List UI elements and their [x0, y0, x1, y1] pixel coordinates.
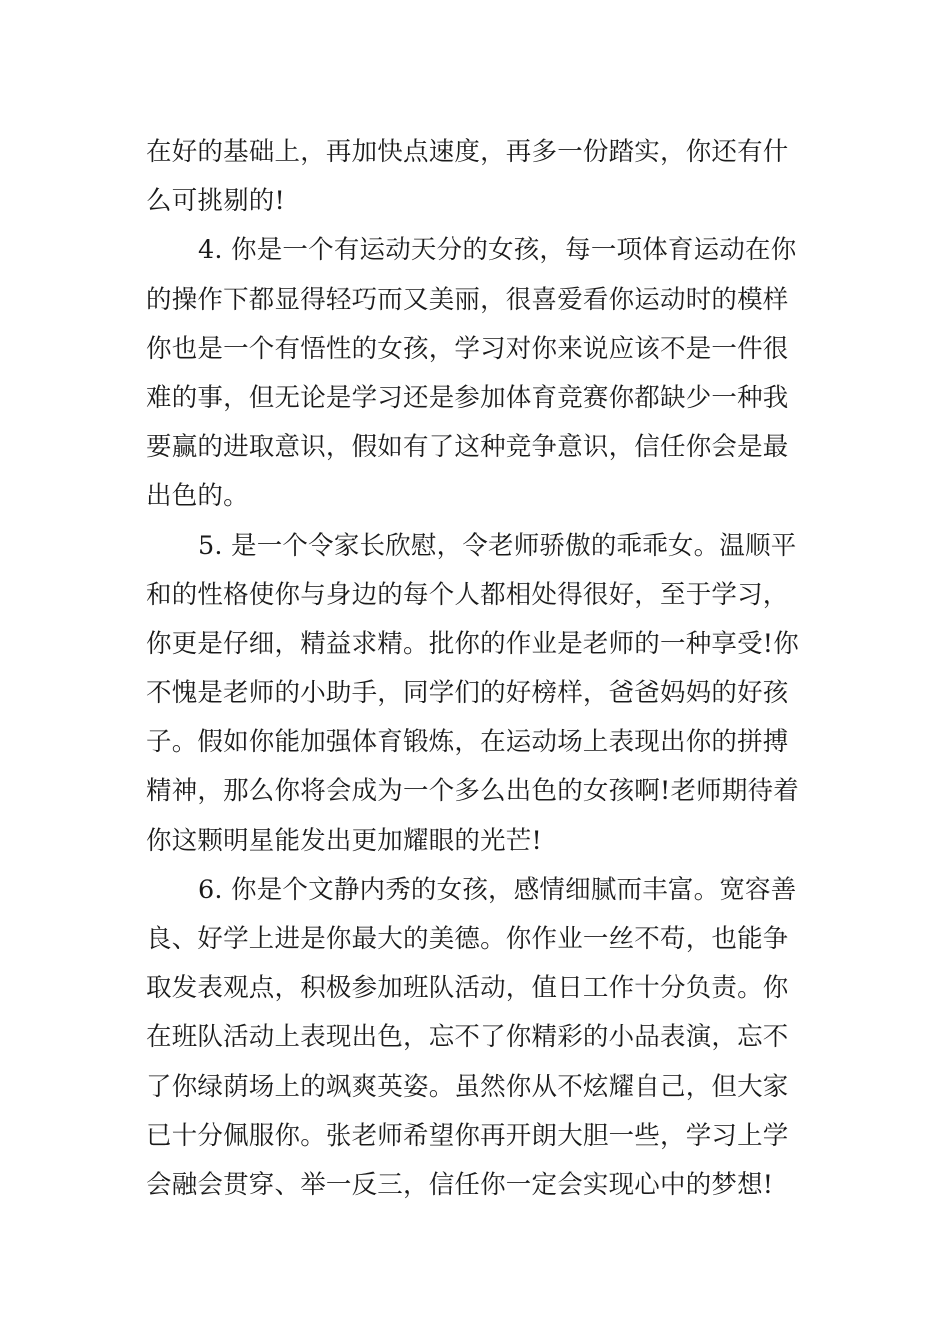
text-line: 你更是仔细，精益求精。批你的作业是老师的一种享受!你 — [146, 628, 799, 659]
text-line: 精神，那么你将会成为一个多么出色的女孩啊!老师期待着 — [146, 776, 799, 807]
text-line: 取发表观点，积极参加班队活动，值日工作十分负责。你 — [146, 973, 789, 1004]
text-line: 在好的基础上，再加快点速度，再多一份踏实，你还有什 — [146, 137, 789, 167]
paragraph-6-first-line: 6. 你是个文静内秀的女孩，感情细腻而丰富。宽容善 — [198, 874, 797, 905]
paragraph-4-first-line: 4. 你是一个有运动天分的女孩，每一项体育运动在你 — [198, 235, 797, 266]
text-line: 你也是一个有悟性的女孩，学习对你来说应该不是一件很 — [146, 333, 789, 364]
text-line: 良、好学上进是你最大的美德。你作业一丝不苟，也能争 — [146, 924, 789, 954]
text-line: 要赢的进取意识，假如有了这种竞争意识，信任你会是最 — [146, 432, 789, 463]
document-body — [146, 128, 811, 1210]
text-line: 子。假如你能加强体育锻炼，在运动场上表现出你的拼搏 — [146, 727, 789, 758]
text-line: 出色的。 — [146, 481, 249, 512]
text-line: 难的事，但无论是学习还是参加体育竞赛你都缺少一种我 — [146, 382, 789, 413]
text-line: 么可挑剔的! — [146, 186, 285, 217]
text-line: 在班队活动上表现出色，忘不了你精彩的小品表演，忘不 — [146, 1022, 789, 1053]
text-line: 已十分佩服你。张老师希望你再开朗大胆一些，学习上学 — [146, 1120, 789, 1151]
paragraph-5-first-line: 5. 是一个令家长欣慰，令老师骄傲的乖乖女。温顺平 — [198, 530, 797, 561]
text-line: 不愧是老师的小助手，同学们的好榜样，爸爸妈妈的好孩 — [146, 678, 789, 709]
text-line: 你这颗明星能发出更加耀眼的光芒! — [146, 825, 542, 856]
text-line: 和的性格使你与身边的每个人都相处得很好，至于学习， — [146, 579, 789, 610]
text-line: 的操作下都显得轻巧而又美丽，很喜爱看你运动时的模样 — [146, 284, 789, 315]
text-line: 了你绿荫场上的飒爽英姿。虽然你从不炫耀自己，但大家 — [146, 1071, 789, 1102]
text-line: 会融会贯穿、举一反三，信任你一定会实现心中的梦想! — [146, 1169, 774, 1200]
